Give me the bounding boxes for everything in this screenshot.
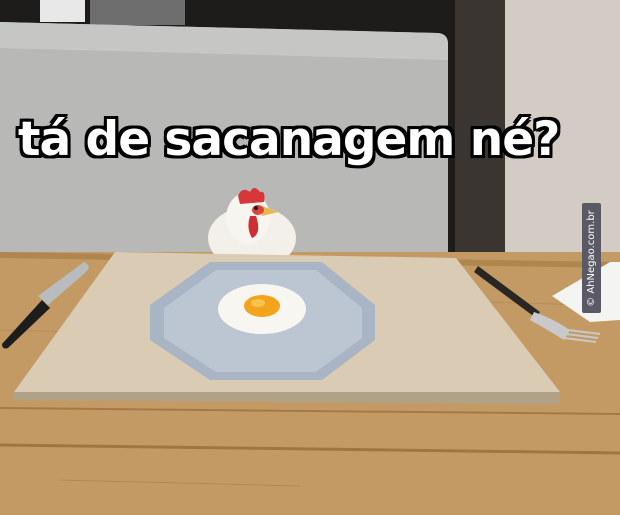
meme-caption: tá de sacanagem né? (18, 112, 560, 167)
chicken-eye (254, 206, 258, 210)
background-object (40, 0, 85, 22)
watermark-badge (582, 203, 601, 313)
background-object (90, 0, 185, 25)
egg-yolk-highlight (251, 299, 265, 307)
watermark-text: © AhNegao.com.br (586, 209, 597, 307)
chicken-cheek (252, 205, 264, 215)
